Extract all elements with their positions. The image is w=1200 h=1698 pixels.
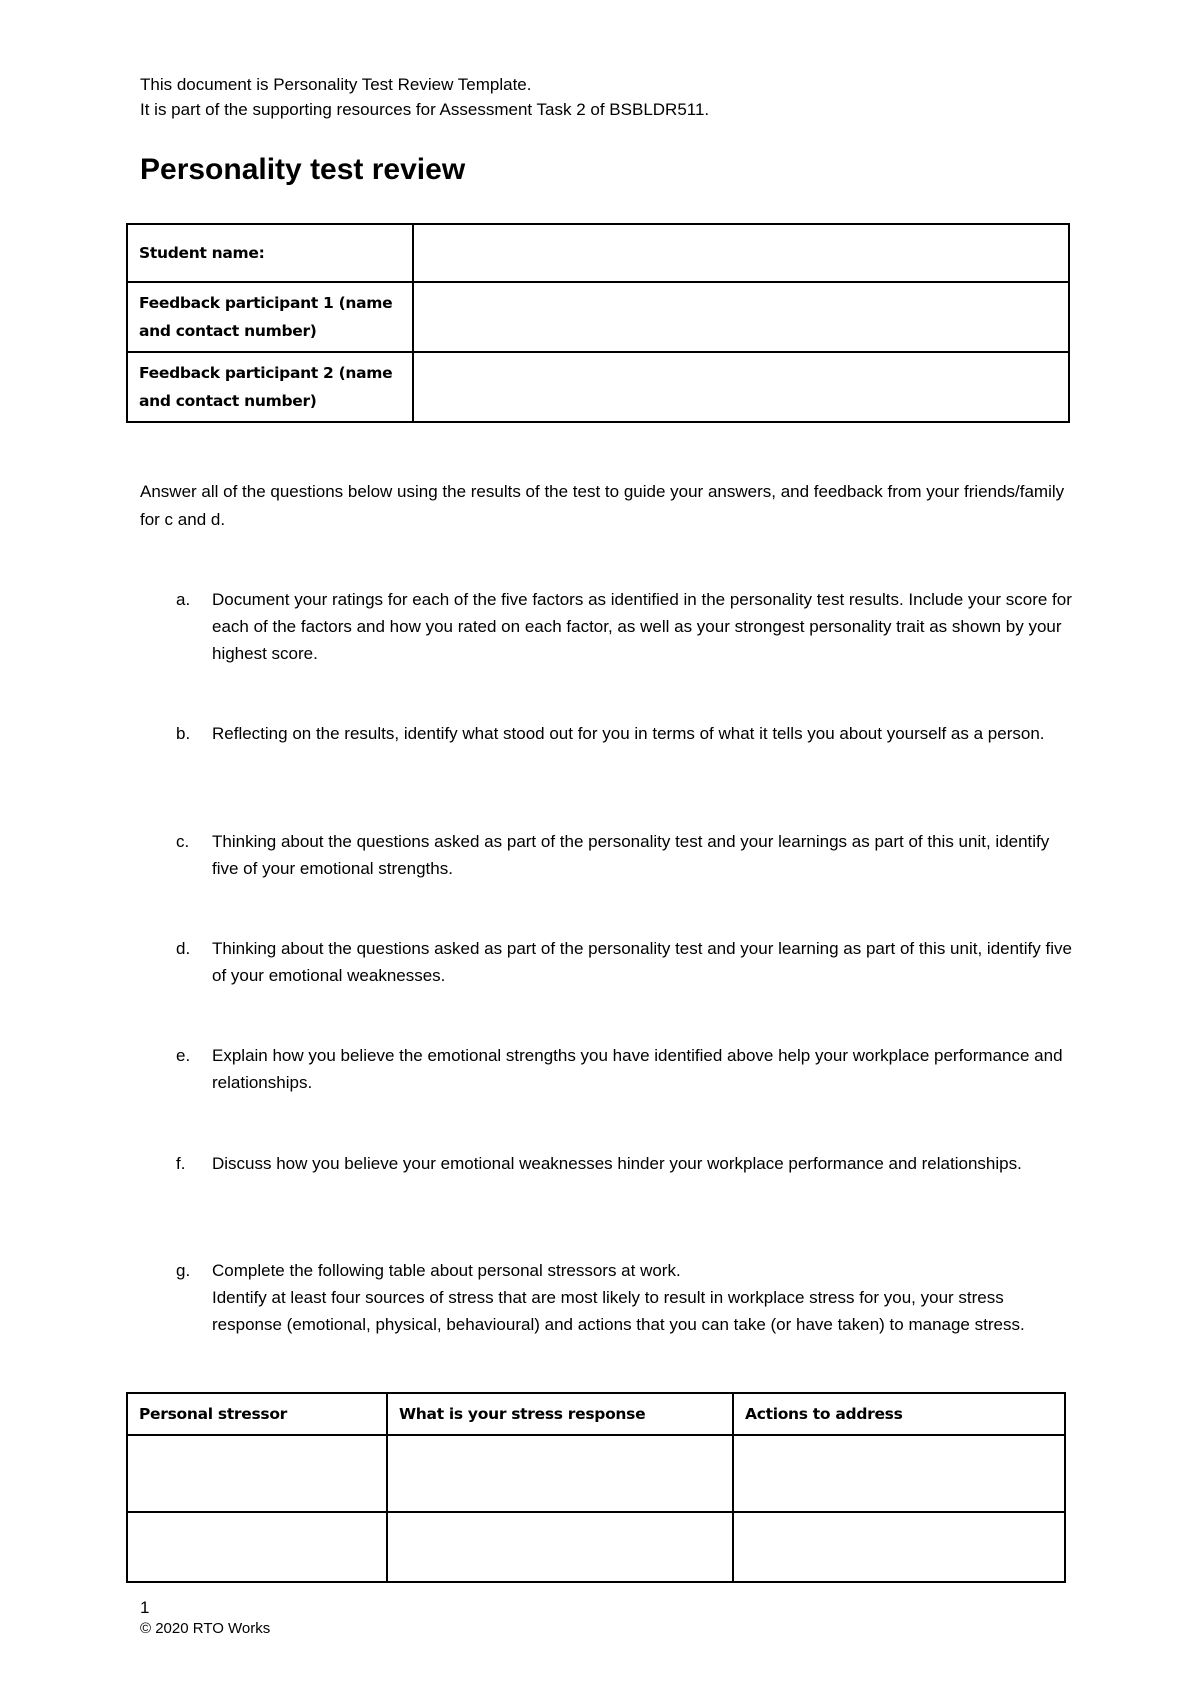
question-letter: c. xyxy=(176,832,190,851)
student-name-field[interactable] xyxy=(413,224,1069,282)
table-row xyxy=(127,224,1069,282)
question-text: Discuss how you believe your emotional weaknesses hinder your workplace performance and relationships. xyxy=(212,1154,1022,1173)
question-g xyxy=(140,1257,1075,1338)
question-text: Thinking about the questions asked as part of the personality test and your learnings as part of this unit, identify five of your emotional strengths. xyxy=(212,832,1050,878)
column-header-personal-stressor: Personal stressor xyxy=(127,1393,387,1435)
question-a xyxy=(140,586,1075,667)
question-text-continued: Identify at least four sources of stress that are most likely to result in workplace stress for you, your stress response (emotional, physical, behavioural) and actions that you can take (or have taken) to manage stress. xyxy=(212,1288,1025,1334)
page-number: 1 xyxy=(140,1598,150,1617)
instructions-text: Answer all of the questions below using the results of the test to guide your answers, and feedback from your friends/family for c and d. xyxy=(140,482,1065,529)
question-text: Document your ratings for each of the five factors as identified in the personality test results. Include your score for each of the factors and how you rated on each factor, as well as your strongest personality trait as shown by your highest score. xyxy=(212,590,1072,663)
stressors-table xyxy=(126,1392,1066,1583)
intro-line-2: It is part of the supporting resources for Assessment Task 2 of BSBLDR511. xyxy=(140,100,710,119)
stress-response-cell[interactable] xyxy=(387,1435,733,1512)
page-title: Personality test review xyxy=(140,153,466,186)
intro-line-1: This document is Personality Test Review Template. xyxy=(140,75,532,94)
feedback-participant-1-label: Feedback participant 1 (name and contact number) xyxy=(127,282,413,352)
question-b xyxy=(140,720,1075,747)
actions-cell[interactable] xyxy=(733,1512,1065,1582)
question-e xyxy=(140,1042,1075,1096)
table-row xyxy=(127,1435,1065,1512)
question-d xyxy=(140,935,1075,989)
question-letter: f. xyxy=(176,1154,186,1173)
stressor-cell[interactable] xyxy=(127,1512,387,1582)
feedback-participant-2-field[interactable] xyxy=(413,352,1069,422)
table-row xyxy=(127,1512,1065,1582)
question-letter: a. xyxy=(176,590,191,609)
intro-text xyxy=(140,72,709,122)
question-text: Thinking about the questions asked as part of the personality test and your learning as part of this unit, identify five of your emotional weaknesses. xyxy=(212,939,1072,985)
question-c xyxy=(140,828,1075,882)
feedback-participant-1-field[interactable] xyxy=(413,282,1069,352)
question-text: Reflecting on the results, identify what stood out for you in terms of what it tells you about yourself as a person. xyxy=(212,724,1045,743)
question-text: Explain how you believe the emotional strengths you have identified above help your workplace performance and relationships. xyxy=(212,1046,1063,1092)
column-header-actions: Actions to address xyxy=(733,1393,1065,1435)
stressor-cell[interactable] xyxy=(127,1435,387,1512)
table-row xyxy=(127,352,1069,422)
question-letter: b. xyxy=(176,724,191,743)
column-header-stress-response: What is your stress response xyxy=(387,1393,733,1435)
question-letter: g. xyxy=(176,1261,191,1280)
table-row xyxy=(127,282,1069,352)
student-info-table xyxy=(126,223,1070,423)
student-name-label: Student name: xyxy=(127,224,413,282)
question-letter: e. xyxy=(176,1046,191,1065)
question-letter: d. xyxy=(176,939,191,958)
feedback-participant-2-label: Feedback participant 2 (name and contact number) xyxy=(127,352,413,422)
question-f xyxy=(140,1150,1075,1177)
table-header-row xyxy=(127,1393,1065,1435)
copyright-text: © 2020 RTO Works xyxy=(140,1620,271,1637)
stress-response-cell[interactable] xyxy=(387,1512,733,1582)
actions-cell[interactable] xyxy=(733,1435,1065,1512)
question-text: Complete the following table about personal stressors at work. xyxy=(212,1261,681,1280)
